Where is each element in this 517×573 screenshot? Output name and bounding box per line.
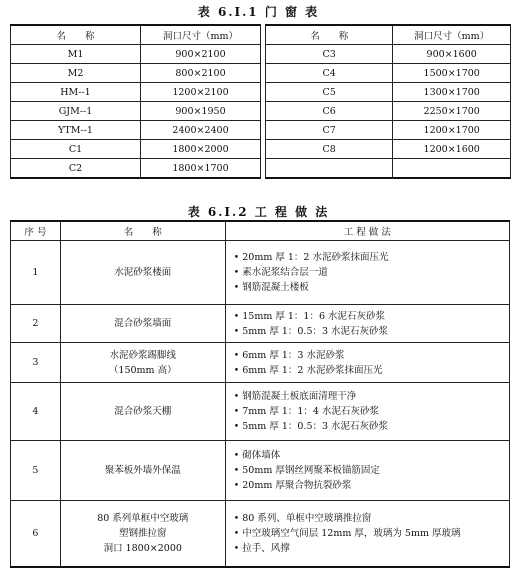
method-name-line: 塑钢推拉窗	[118, 527, 167, 539]
table-row	[266, 140, 511, 159]
method-name-cell	[60, 305, 225, 343]
table-row	[11, 45, 261, 64]
table-row	[266, 64, 511, 83]
header-name: 名 称	[266, 25, 393, 45]
door-size-cell: 2250×1700	[393, 102, 511, 121]
row-number-cell: 3	[11, 343, 61, 383]
door-size-cell: 800×2100	[141, 64, 261, 83]
door-name-cell: C5	[266, 83, 393, 102]
door-name-cell: C3	[266, 45, 393, 64]
table-row	[266, 121, 511, 140]
method-description-cell	[225, 343, 509, 383]
door-size-cell: 1300×1700	[393, 83, 511, 102]
row-number-cell: 4	[11, 383, 61, 441]
door-name-cell: C4	[266, 64, 393, 83]
table-row	[266, 159, 511, 179]
method-name-cell	[60, 501, 225, 567]
method-step: • 80 系列、单框中空玻璃推拉窗	[233, 512, 372, 524]
door-size-cell: 900×1950	[141, 102, 261, 121]
header-name: 名 称	[60, 221, 225, 241]
table-row	[11, 305, 510, 343]
door-size-cell: 1200×1600	[393, 140, 511, 159]
method-description-cell	[225, 441, 509, 501]
table-row	[11, 140, 261, 159]
door-name-cell: C7	[266, 121, 393, 140]
method-name-cell	[60, 441, 225, 501]
door-name-cell: M2	[11, 64, 141, 83]
method-description-cell	[225, 383, 509, 441]
header-size: 洞口尺寸（mm）	[393, 25, 511, 45]
header-method: 工 程 做 法	[225, 221, 509, 241]
method-step: • 砌体墙体	[233, 450, 281, 461]
door-name-cell: C2	[11, 159, 141, 179]
method-step: • 15mm 厚 1：1：6 水泥石灰砂浆	[233, 310, 386, 322]
table-row	[11, 441, 510, 501]
table-row	[11, 501, 510, 567]
door-name-cell: M1	[11, 45, 141, 64]
method-step: • 20mm 厚聚合物抗裂砂浆	[233, 480, 352, 491]
row-number-cell: 1	[11, 241, 61, 305]
table2-title: 表 6.Ⅰ.2 工 程 做 法	[187, 205, 330, 219]
door-size-cell: 900×1600	[393, 45, 511, 64]
method-step: • 钢筋混凝土楼板	[233, 282, 309, 293]
table-row	[11, 83, 261, 102]
doors-table-left	[10, 24, 261, 179]
method-name-line: （150mm 高）	[108, 364, 177, 376]
method-step: • 7mm 厚 1：1：4 水泥石灰砂浆	[233, 406, 379, 417]
method-description-cell	[225, 501, 509, 567]
door-name-cell: HM--1	[11, 83, 141, 102]
table-row	[11, 102, 261, 121]
method-name-line: 洞口 1800×2000	[103, 542, 182, 554]
door-size-cell: 2400×2400	[141, 121, 261, 140]
header-name: 名 称	[11, 25, 141, 45]
method-step: • 5mm 厚 1：0.5：3 水泥石灰砂浆	[233, 421, 389, 432]
method-name-line: 水泥砂浆楼面	[114, 267, 172, 278]
method-step: • 钢筋混凝土板底面清理干净	[233, 391, 357, 402]
door-size-cell: 1800×1700	[141, 159, 261, 179]
table-row	[11, 343, 510, 383]
door-size-cell: 1800×2000	[141, 140, 261, 159]
empty-cell	[266, 159, 393, 179]
doors-header-row	[266, 25, 511, 45]
construction-methods-table	[10, 220, 510, 568]
table-row	[266, 45, 511, 64]
table-row	[11, 241, 510, 305]
door-size-cell: 1200×2100	[141, 83, 261, 102]
method-name-cell	[60, 343, 225, 383]
method-step: • 50mm 厚钢丝网聚苯板锚筋固定	[233, 465, 380, 476]
method-step: • 5mm 厚 1：0.5：3 水泥石灰砂浆	[233, 325, 389, 337]
door-name-cell: C8	[266, 140, 393, 159]
method-step: • 中空玻璃空气间层 12mm 厚，玻璃为 5mm 厚玻璃	[233, 527, 461, 539]
empty-cell	[393, 159, 511, 179]
door-name-cell: C1	[11, 140, 141, 159]
table-row	[266, 102, 511, 121]
table1-title: 表 6.Ⅰ.1 门 窗 表	[197, 5, 320, 19]
door-name-cell: GJM--1	[11, 102, 141, 121]
method-step: • 6mm 厚 1：2 水泥砂浆抹面压光	[233, 364, 383, 376]
table-row	[11, 159, 261, 179]
header-size: 洞口尺寸（mm）	[141, 25, 261, 45]
door-name-cell: YTM--1	[11, 121, 141, 140]
door-size-cell: 900×2100	[141, 45, 261, 64]
header-no: 序 号	[11, 221, 61, 241]
method-name-line: 混合砂浆天棚	[114, 406, 172, 417]
method-name-cell	[60, 241, 225, 305]
row-number-cell: 5	[11, 441, 61, 501]
doors-table-right	[265, 24, 511, 179]
method-step: • 拉手、风撑	[233, 542, 290, 554]
row-number-cell: 6	[11, 501, 61, 567]
method-name-line: 水泥砂浆踢脚线	[109, 349, 176, 361]
doors-header-row	[11, 25, 261, 45]
table-row	[11, 383, 510, 441]
method-name-line: 80 系列单框中空玻璃	[97, 512, 189, 524]
door-size-cell: 1200×1700	[393, 121, 511, 140]
door-size-cell: 1500×1700	[393, 64, 511, 83]
row-number-cell: 2	[11, 305, 61, 343]
table-row	[11, 121, 261, 140]
method-name-cell	[60, 383, 225, 441]
method-name-line: 混合砂浆墙面	[114, 318, 172, 329]
method-step: • 6mm 厚 1：3 水泥砂浆	[233, 349, 345, 361]
table-row	[11, 64, 261, 83]
table-row	[266, 83, 511, 102]
method-step: • 素水泥浆结合层一道	[233, 267, 328, 278]
method-description-cell	[225, 305, 509, 343]
method-description-cell	[225, 241, 509, 305]
door-name-cell: C6	[266, 102, 393, 121]
method-step: • 20mm 厚 1：2 水泥砂浆抹面压光	[233, 252, 389, 263]
method-name-line: 聚苯板外墙外保温	[104, 465, 181, 476]
